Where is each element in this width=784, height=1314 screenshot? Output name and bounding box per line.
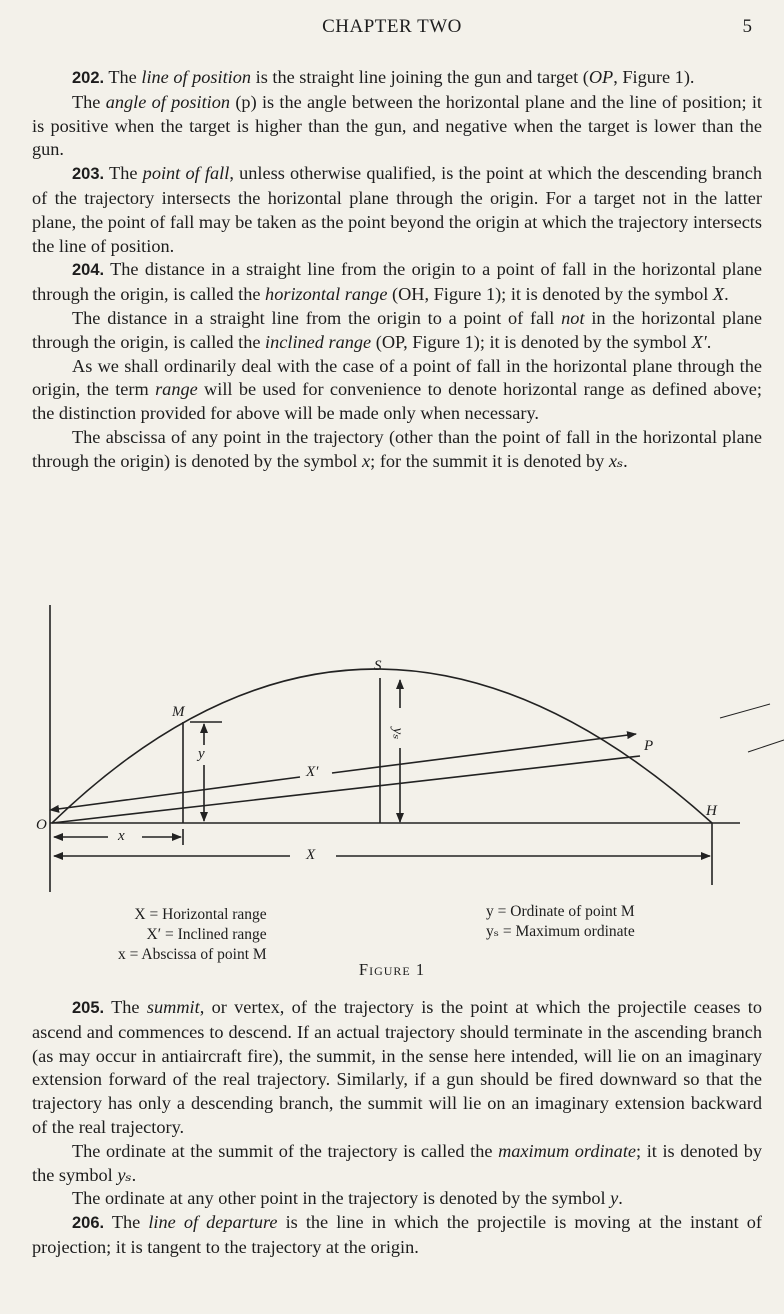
paragraph-range: As we shall ordinarily deal with the case of a point of fall in the horizontal plane through the origin, the term range will be used for convenience to denote horizontal range as defined above; the distinction provided for above will be made only when necessary. [32,355,762,424]
label-H: H [706,803,717,819]
section-number: 205. [72,999,105,1017]
legend-item: x = Abscissa of point M [118,946,267,963]
term: point of fall [142,163,230,184]
section-number: 204. [72,261,105,280]
margin-mark-2 [748,740,784,752]
label-x: x [118,828,125,844]
line-of-position-lower [52,756,640,823]
figure-1 [0,600,784,1000]
paragraph-ordinate: The ordinate at any other point in the trajectory is denoted by the symbol y. [72,1188,623,1209]
text-block-lower [32,996,762,1260]
term: line of position [141,67,252,87]
page-header [0,16,784,42]
term: inclined range [265,331,372,352]
trajectory-curve [52,669,712,823]
paragraph-angle-of-position: The angle of position (p) is the angle between the horizontal plane and the line of position; it is positive when the target is higher than the gun, and negative when the target is lower than the gun. [32,91,762,160]
paragraph-205: 205. The summit, or vertex, of the trajectory is the point at which the projectile ceases to ascend and commences to descend. If an actual trajectory should terminate in the ascending branch (as may occur in antiaircraft fire), the summit, in the sense here intended, will lie on an imaginary extension forward of the real trajectory. Similarly, if a gun should be fired downward so that the trajectory has only a descending branch, the summit will lie on an imaginary extension backward of the real trajectory. [32,997,763,1137]
label-ys: yₛ [389,727,406,740]
term: line of departure [148,1212,278,1233]
label-inclined-range: X′ [306,764,319,780]
paragraph-203: 203. The point of fall, unless otherwise qualified, is the point at which the descending branch of the trajectory intersects the horizontal plane through the origin. For a target not in the latter plane, the point of fall may be taken as the point beyond the origin at which the trajectory intersects the line of position. [32,163,762,256]
term: angle of position [105,91,231,112]
legend-right [486,902,635,942]
label-P: P [644,738,654,754]
inclined-range-arrow-right [332,734,636,773]
term: summit [146,997,200,1017]
paragraph-maximum-ordinate: The ordinate at the summit of the trajectory is called the maximum ordinate; it is denoted by the symbol yₛ. [32,1140,762,1185]
section-number: 202. [72,69,105,87]
label-horizontal-range: X [306,847,316,863]
term: maximum ordinate [498,1140,637,1161]
label-y: y [198,746,205,762]
margin-mark-1 [720,704,770,718]
paragraph-206: 206. The line of departure is the line in which the projectile is moving at the instant of projection; it is tangent to the trajectory at the origin. [32,1212,763,1257]
section-number: 203. [72,165,105,184]
legend-item: yₛ = Maximum ordinate [486,923,635,940]
text-block-upper [32,66,762,474]
figure-caption: Figure 1 [358,960,426,979]
paragraph-abscissa: The abscissa of any point in the trajectory (other than the point of fall in the horizontal plane through the origin) is denoted by the symbol x; for the summit it is denoted by xₛ. [32,426,762,471]
label-O: O [36,817,47,833]
legend-left [118,905,267,965]
paragraph-202: 202. The line of position is the straight line joining the gun and target (OP, Figure 1). [72,67,695,87]
legend-item: X = Horizontal range [134,906,267,923]
page-number: 5 [742,16,752,37]
paragraph-inclined-range: The distance in a straight line from the origin to a point of fall not in the horizontal plane through the origin, is called the inclined range (OP, Figure 1); it is denoted by the symbol X′. [32,307,762,352]
section-number: 206. [72,1214,105,1233]
inclined-range-arrow-left [58,777,300,809]
chapter-title: CHAPTER TWO [322,16,462,37]
term: horizontal range [265,284,388,305]
legend-item: y = Ordinate of point M [486,903,635,920]
label-M: M [172,704,185,720]
paragraph-204: 204. The distance in a straight line from the origin to a point of fall in the horizontal plane through the origin, is called the horizontal range (OH, Figure 1); it is denoted by the symbol X. [32,259,762,305]
legend-item: X′ = Inclined range [146,926,267,943]
label-S: S [374,658,382,674]
term: range [155,379,198,400]
